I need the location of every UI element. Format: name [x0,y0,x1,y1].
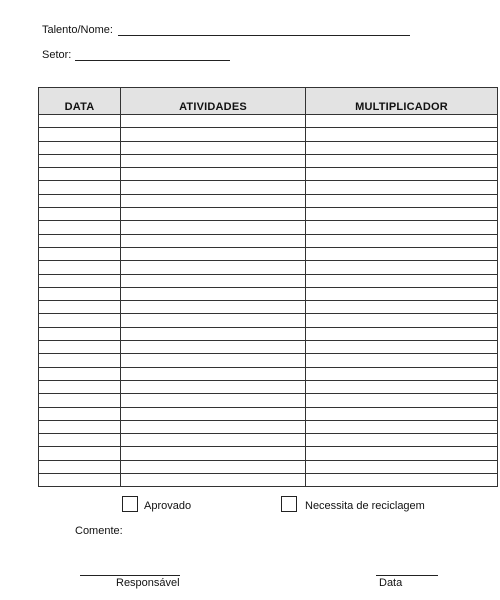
cell-multiplicador[interactable] [306,234,498,247]
comment-label: Comente: [75,525,123,537]
table-row [39,434,498,447]
cell-data[interactable] [39,194,121,207]
cell-data[interactable] [39,301,121,314]
table-row [39,194,498,207]
table-body [39,115,498,487]
cell-atividades[interactable] [121,394,306,407]
responsible-signature-line[interactable] [80,575,180,576]
approved-label: Aprovado [144,500,192,512]
sector-label: Setor: [42,49,72,61]
table-row [39,234,498,247]
table-header-row [39,88,498,115]
cell-multiplicador[interactable] [306,221,498,234]
cell-multiplicador[interactable] [306,128,498,141]
table-row [39,168,498,181]
cell-data[interactable] [39,261,121,274]
cell-multiplicador[interactable] [306,474,498,487]
cell-data[interactable] [39,234,121,247]
cell-atividades[interactable] [121,221,306,234]
name-field[interactable] [118,35,410,36]
cell-multiplicador[interactable] [306,327,498,340]
cell-atividades[interactable] [121,460,306,473]
cell-atividades[interactable] [121,474,306,487]
table-row [39,460,498,473]
sector-field[interactable] [75,60,230,61]
cell-multiplicador[interactable] [306,394,498,407]
cell-multiplicador[interactable] [306,341,498,354]
cell-multiplicador[interactable] [306,447,498,460]
table-row [39,447,498,460]
cell-multiplicador[interactable] [306,407,498,420]
table-row [39,154,498,167]
cell-data[interactable] [39,474,121,487]
cell-multiplicador[interactable] [306,460,498,473]
table-row [39,128,498,141]
cell-atividades[interactable] [121,327,306,340]
cell-data[interactable] [39,274,121,287]
table-row [39,394,498,407]
cell-atividades[interactable] [121,234,306,247]
cell-atividades[interactable] [121,128,306,141]
cell-multiplicador[interactable] [306,154,498,167]
table-row [39,354,498,367]
cell-atividades[interactable] [121,447,306,460]
cell-data[interactable] [39,367,121,380]
cell-multiplicador[interactable] [306,247,498,260]
cell-data[interactable] [39,208,121,221]
table-row [39,221,498,234]
cell-data[interactable] [39,407,121,420]
cell-data[interactable] [39,141,121,154]
table-row [39,314,498,327]
cell-multiplicador[interactable] [306,354,498,367]
cell-multiplicador[interactable] [306,380,498,393]
cell-atividades[interactable] [121,181,306,194]
cell-data[interactable] [39,128,121,141]
cell-atividades[interactable] [121,314,306,327]
cell-atividades[interactable] [121,354,306,367]
table-row [39,420,498,433]
cell-data[interactable] [39,460,121,473]
cell-atividades[interactable] [121,274,306,287]
cell-atividades[interactable] [121,154,306,167]
cell-atividades[interactable] [121,287,306,300]
cell-atividades[interactable] [121,247,306,260]
cell-data[interactable] [39,247,121,260]
cell-data[interactable] [39,221,121,234]
recycle-checkbox[interactable] [281,496,297,512]
responsible-label: Responsável [116,577,180,589]
cell-multiplicador[interactable] [306,181,498,194]
cell-data[interactable] [39,154,121,167]
approved-checkbox[interactable] [122,496,138,512]
cell-data[interactable] [39,434,121,447]
table-row [39,474,498,487]
cell-multiplicador[interactable] [306,261,498,274]
cell-multiplicador[interactable] [306,168,498,181]
name-label: Talento/Nome: [42,24,113,36]
table-row [39,287,498,300]
cell-multiplicador[interactable] [306,141,498,154]
column-header-atividades: ATIVIDADES [121,88,306,115]
cell-data[interactable] [39,287,121,300]
cell-multiplicador[interactable] [306,434,498,447]
table-row [39,115,498,128]
table-row [39,380,498,393]
cell-atividades[interactable] [121,208,306,221]
cell-data[interactable] [39,354,121,367]
cell-data[interactable] [39,327,121,340]
cell-atividades[interactable] [121,434,306,447]
cell-atividades[interactable] [121,341,306,354]
cell-multiplicador[interactable] [306,274,498,287]
column-header-data: DATA [39,88,121,115]
cell-multiplicador[interactable] [306,115,498,128]
cell-data[interactable] [39,447,121,460]
column-header-multiplicador: MULTIPLICADOR [306,88,498,115]
table-row [39,274,498,287]
cell-atividades[interactable] [121,141,306,154]
table-row [39,327,498,340]
cell-atividades[interactable] [121,261,306,274]
table-row [39,247,498,260]
cell-multiplicador[interactable] [306,301,498,314]
cell-atividades[interactable] [121,168,306,181]
cell-data[interactable] [39,420,121,433]
table-row [39,367,498,380]
cell-atividades[interactable] [121,115,306,128]
cell-multiplicador[interactable] [306,287,498,300]
cell-data[interactable] [39,181,121,194]
cell-atividades[interactable] [121,301,306,314]
cell-atividades[interactable] [121,367,306,380]
cell-atividades[interactable] [121,194,306,207]
cell-multiplicador[interactable] [306,420,498,433]
cell-multiplicador[interactable] [306,194,498,207]
cell-atividades[interactable] [121,420,306,433]
cell-multiplicador[interactable] [306,367,498,380]
activities-table [38,87,498,487]
cell-data[interactable] [39,115,121,128]
cell-data[interactable] [39,394,121,407]
cell-data[interactable] [39,314,121,327]
table-row [39,301,498,314]
date-signature-line[interactable] [376,575,438,576]
date-label: Data [379,577,403,589]
cell-data[interactable] [39,168,121,181]
table-row [39,208,498,221]
cell-multiplicador[interactable] [306,208,498,221]
table-row [39,261,498,274]
cell-atividades[interactable] [121,380,306,393]
table-row [39,407,498,420]
cell-atividades[interactable] [121,407,306,420]
cell-data[interactable] [39,380,121,393]
cell-multiplicador[interactable] [306,314,498,327]
recycle-label: Necessita de reciclagem [305,500,425,512]
table-row [39,341,498,354]
table-row [39,141,498,154]
cell-data[interactable] [39,341,121,354]
table-row [39,181,498,194]
